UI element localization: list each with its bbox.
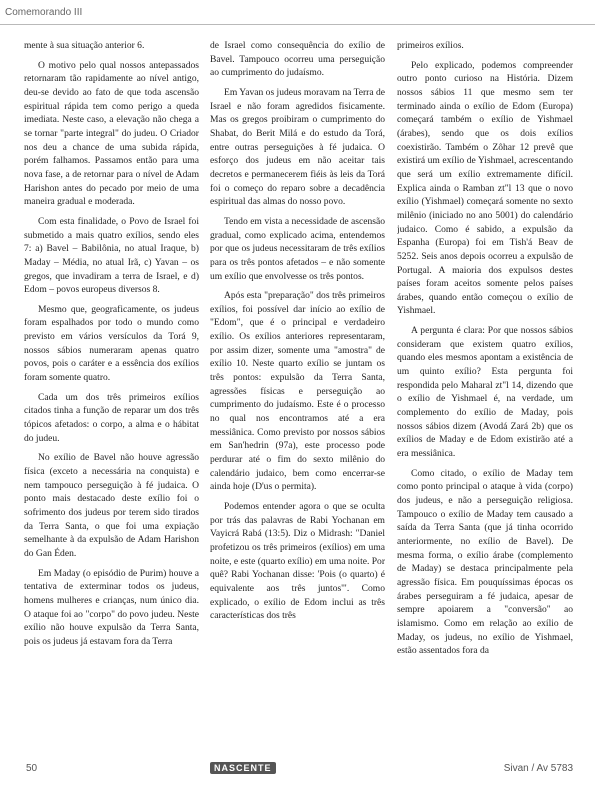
paragraph: A pergunta é clara: Por que nossos sábios consideram que existem quatro exílios, quando eles mesmos apontam a existência de um quinto exílio? Esta pergunta foi respondida pelo Maharal zt"l 14, dizendo que o exílio de Yishmael é, na verdade, um complemento do exílio de Maday, pois nossos sábios dizem (Avodá Zará 2b) que os exílios de Maday e de Edom existirão até a era messiânica. — [397, 325, 573, 460]
paragraph: O motivo pelo qual nossos antepassados retornaram tão rapidamente ao nível antigo, deu-se devido ao fato de que toda ascensão espiritual rápida tem como perigo a queda imediata. Neste caso, a elevação não chega a se tornar "parte integral" do judeu. O Criador nos deu a chance de uma subida rápida, porém falhamos. Passamos então para uma nova fase, a de retornar para o nível de Adam Harishon antes do pecado por meio de uma maneira gradual e moderada. — [24, 59, 199, 208]
paragraph: Com esta finalidade, o Povo de Israel foi submetido a mais quatro exílios, sendo eles 7: a) Bavel – Babilônia, no atual Iraque, b) Maday – Média, no atual Irã, c) Yavan – os gregos, que invadiram a terra de Israel, e d) Edom – povos europeus diversos 8. — [24, 215, 199, 296]
page-number: 50 — [26, 763, 38, 774]
page-footer — [0, 758, 595, 788]
paragraph: Podemos entender agora o que se oculta por trás das palavras de Rabi Yochanan em Vayicrá Rabá (13:5). Diz o Midrash: "Daniel profetizou os três primeiros (exílios) em uma noite, e este (quarto exílio) em uma noite. Por quê? Rabi Yochanan disse: 'Pois (o quarto) é equivalente aos três juntos'". Como explicado, o exílio de Edom inclui as três características dos três — [210, 501, 385, 622]
paragraph: Pelo explicado, podemos compreender outro ponto curioso na História. Dizem nossos sábios 11 que mesmo sem ter terminado ainda o exílio de Edom (Europa) começará também o exílio de Yishmael (árabes), sendo que os dois exílios coexistirão. Também o Zôhar 12 prevê que existirá um exílio de Yishmael, acrescentando que será um exílio extremamente difícil. Explica ainda o Ramban zt"l 13 que o novo exílio (Yishmael) começará somente no sexto milênio (iniciado no ano 5001) do calendário judaico. Como é sabido, a expulsão da Espanha (Europa) foi em Tish'á Beav de 5252. Seis anos depois ocorreu a expulsão de Portugal. A maioria dos expulsos destes países foram aceitos somente pelos países árabes, quando então começou o exílio de Yishmael. — [397, 59, 573, 317]
paragraph: de Israel como consequência do exílio de Bavel. Tampouco ocorreu uma perseguição ao cumprimento do judaísmo. — [210, 40, 385, 79]
magazine-logo: NASCENTE — [210, 762, 276, 774]
text-column-2 — [210, 39, 385, 751]
paragraph: Mesmo que, geograficamente, os judeus foram espalhados por todo o mundo como previsto em vários versículos da Torá 9, nossos sábios numeraram apenas quatro povos, pois o caráter e a essência dos exílios foram somente quatro. — [24, 303, 199, 384]
paragraph: primeiros exílios. — [397, 40, 464, 51]
text-column-3 — [397, 39, 573, 751]
paragraph: mente à sua situação anterior 6. — [24, 40, 145, 51]
paragraph: Como citado, o exílio de Maday tem como ponto principal o ataque à vida (corpo) dos judeus, e não a perseguição religiosa. Tampouco o exílio de Maday tem causado a saída da Terra Santa (que já tinha ocorrido anteriormente, no exílio de Bavel). De mesma forma, o exílio árabe (complemento de Maday) se destaca principalmente pela agressão física. Em pouquíssimas épocas os árabes perseguiram a fé judaica, apesar de sempre apoiarem a "conversão" ao islamismo. Como em relação ao exílio de Maday, os judeus, no exílio de Yishmael, estão assentados fora da — [397, 467, 573, 657]
paragraph: Em Yavan os judeus moravam na Terra de Israel e não foram agredidos fisicamente. Mas os gregos proibiram o cumprimento do Shabat, do Berit Milá e do estudo da Torá, entre outras perseguições à fé judaica. O esforço dos judeus em não aceitar tais decretos e permanecerem fiéis às leis da Torá foi o começo do reparo sobre a decadência espiritual das almas do nosso povo. — [210, 86, 385, 208]
paragraph: Após esta "preparação" dos três primeiros exílios, foi possível dar início ao exílio de "Edom", que é o principal e verdadeiro exílio. Os exílios anteriores representaram, por assim dizer, somente uma "amostra" de exílio 10. Neste quarto exílio se juntam os três pontos: expulsão da Terra Santa, agressões físicas e perseguição ao cumprimento do judaísmo. Este é o processo no qual nos encontramos até a era messiânica. Como previsto por nossos sábios em San'hedrin (97a), este processo pode perdurar até o fim do sexto milênio do calendário judaico, bem como encerrar-se ainda hoje (D'us o permita). — [210, 290, 385, 493]
text-column-1 — [24, 39, 199, 751]
paragraph: Tendo em vista a necessidade de ascensão gradual, como explicado acima, entendemos por que os judeus necessitaram de três exílios para os três pontos afetados – e não somente um exílio que envolvesse os três pontos. — [210, 215, 385, 282]
paragraph: Cada um dos três primeiros exílios citados tinha a função de reparar um dos três tópicos afetados: o corpo, a alma e o hábitat do judeu. — [24, 391, 199, 444]
page-header — [0, 0, 595, 25]
paragraph: Em Maday (o episódio de Purim) houve a tentativa de exterminar todos os judeus, homens mulheres e crianças, num único dia. O ataque foi ao "corpo" do povo judeu. Neste exílio não houve expulsão da Terra Santa, pois os judeus já estavam fora da Terra — [24, 567, 199, 647]
paragraph: No exílio de Bavel não houve agressão física (exceto a necessária na conquista) e nem tampouco perseguição à fé judaica. O ponto mais destacado deste exílio foi o sofrimento dos judeus por terem sido tirados da Terra Santa, o que foi uma expiação semelhante à da expulsão de Adam Harishon do Gan Éden. — [24, 452, 199, 559]
issue-date: Sivan / Av 5783 — [503, 763, 573, 774]
section-title: Comemorando III — [5, 7, 83, 18]
